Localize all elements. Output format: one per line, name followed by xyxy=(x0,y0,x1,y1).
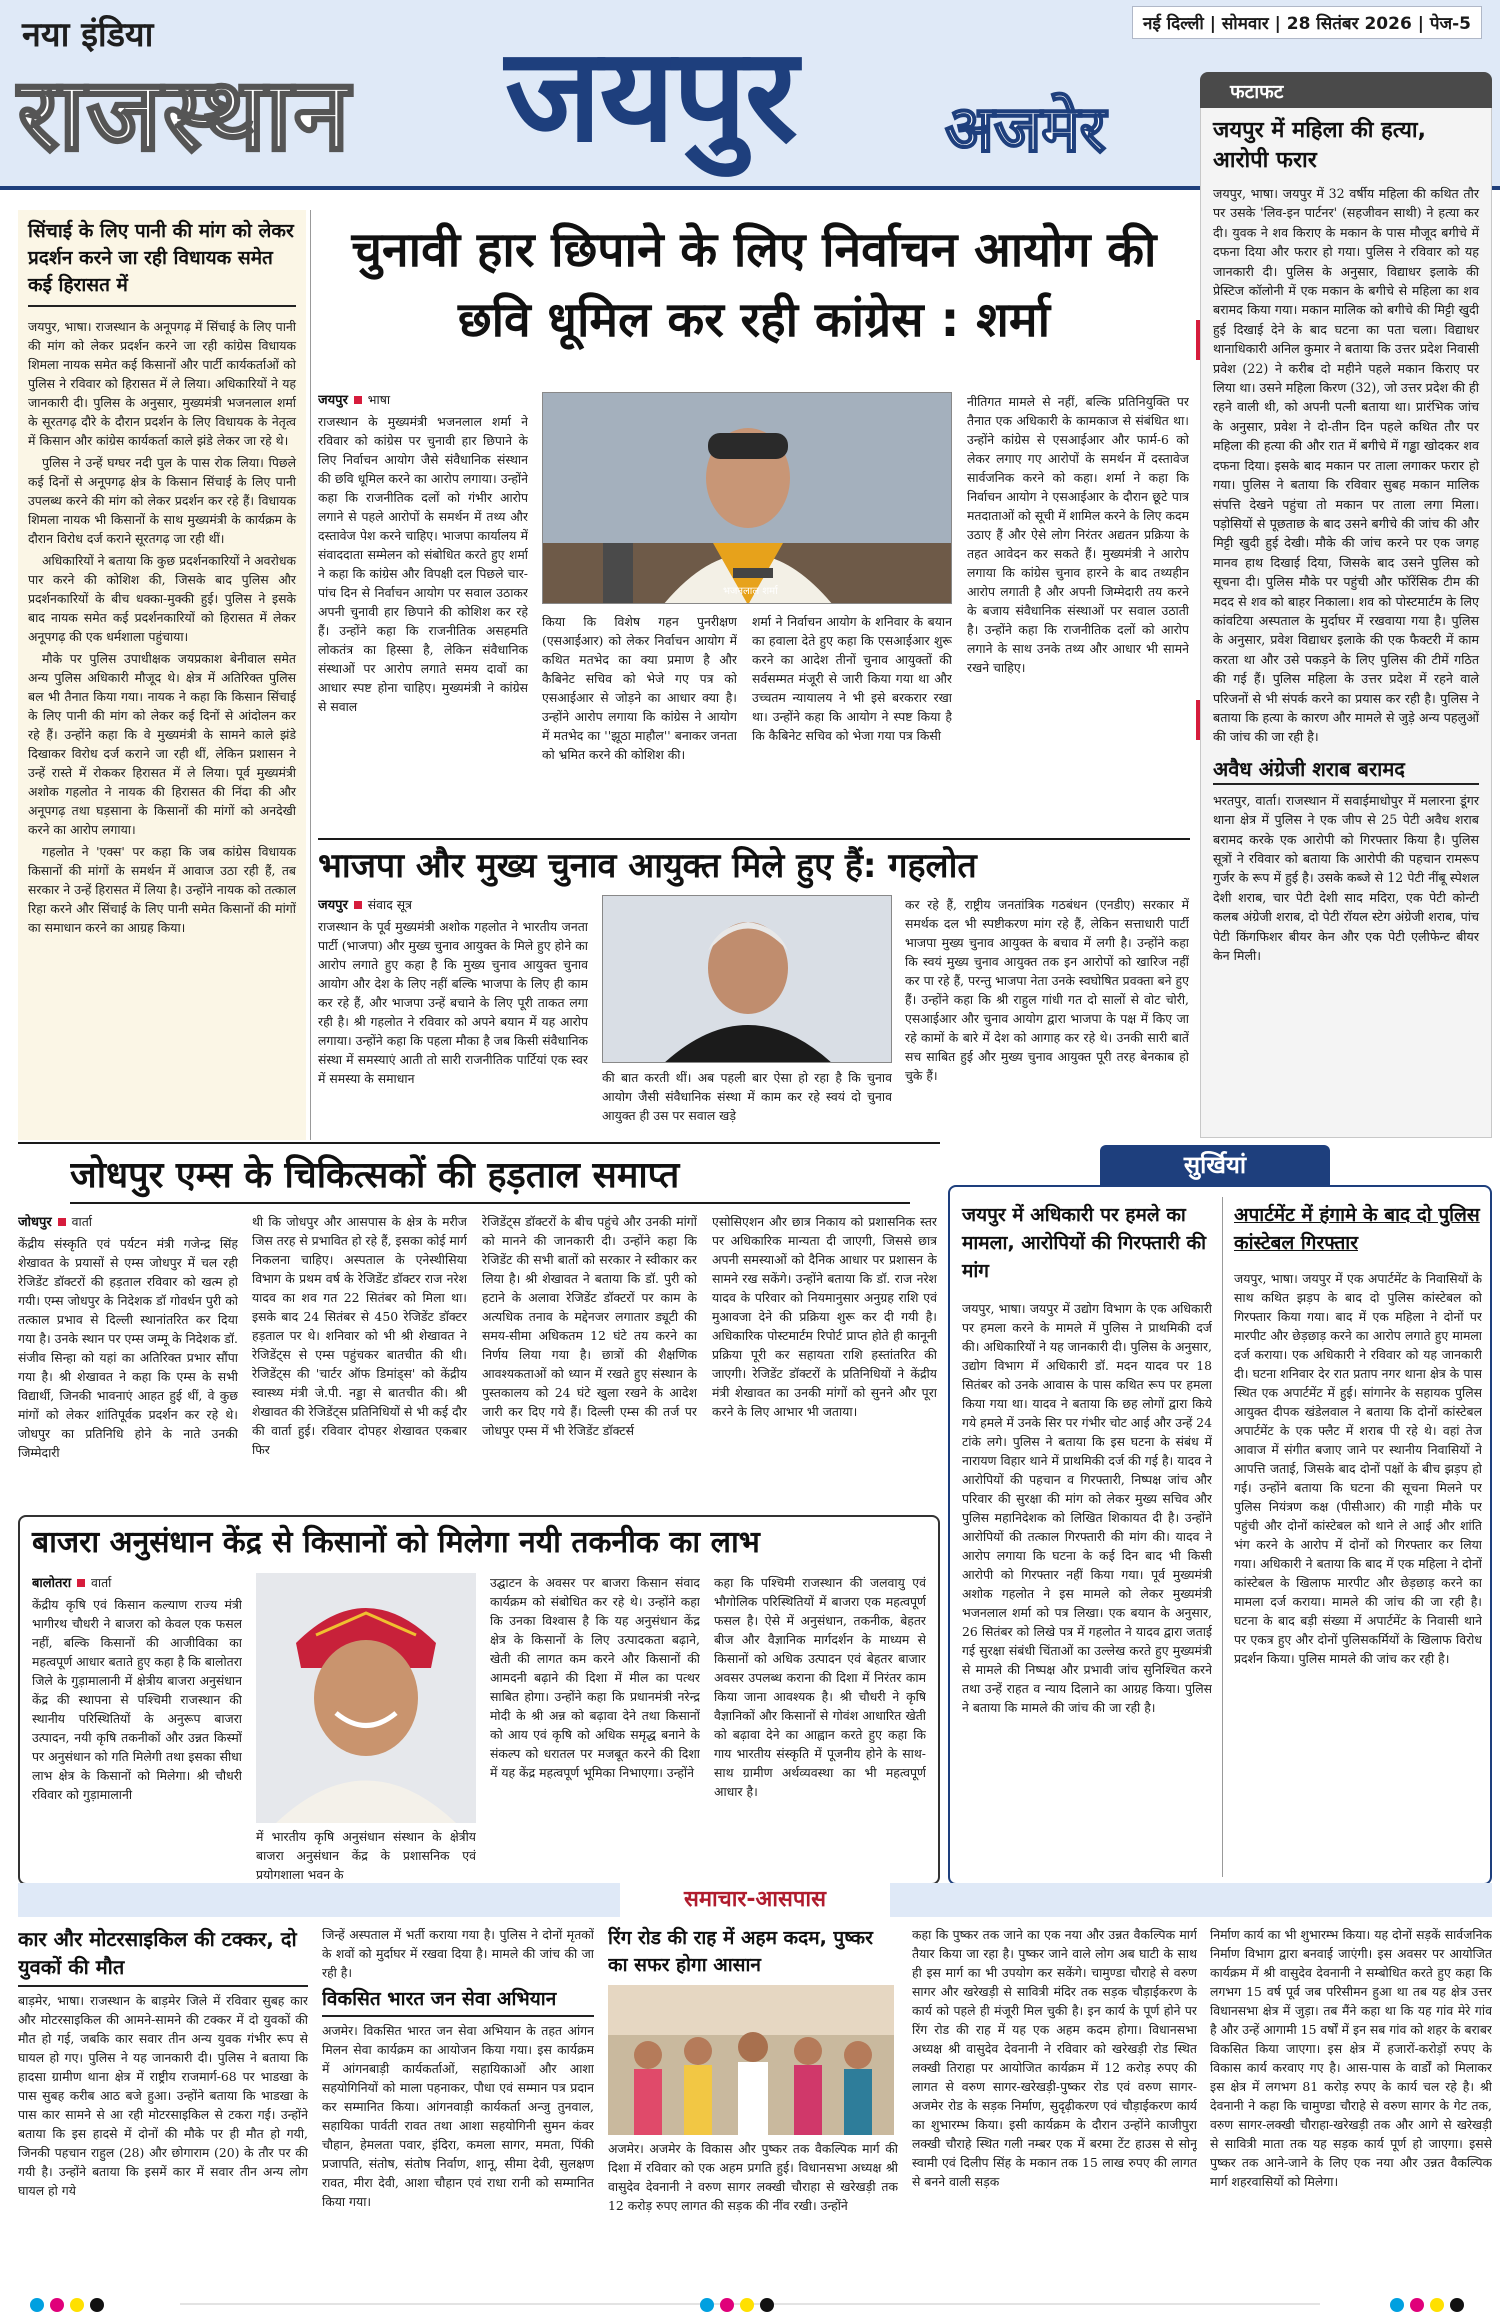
section-divider xyxy=(318,838,1190,840)
surkhiyan-tab: सुर्खियां xyxy=(1100,1145,1330,1185)
registration-dot xyxy=(70,2298,84,2312)
dateline-marker xyxy=(354,901,362,909)
paragraph: गहलोत ने 'एक्स' पर कहा कि जब कांग्रेस विधायक किसानों की मांगों के समर्थन में आवाज उठा रही हैं, तब सरकार ने उन्हें हिरासत में लिया है। उन्होंने नायक को तत्काल रिहा करने और सिंचाई के लिए पानी समेत किसानों की मांगों का समाधान करने का आग्रह किया। xyxy=(28,844,296,935)
bajra-col-2-text: में भारतीय कृषि अनुसंधान संस्थान के क्षेत्रीय बाजरा अनुसंधान केंद्र के प्रशासनिक एवं प्रयोगशाला भवन के xyxy=(256,1829,476,1882)
section-divider xyxy=(18,1142,940,1144)
portrait-illustration xyxy=(603,896,892,1063)
dateline-marker xyxy=(58,1218,66,1226)
dateline: नई दिल्ली | सोमवार | 28 सितंबर 2026 | पेज-5 xyxy=(1132,6,1482,39)
lead-col-2 xyxy=(542,612,737,830)
column-rule xyxy=(310,210,311,1140)
aiims-col-3-text: रेजिडेंट्स डॉक्टरों के बीच पहुंचे और उनकी मांगों को मानने की जानकारी दी। उन्होंने कहा कि रेजिडेंट की सभी बातों को सरकार ने स्वीकार कर लिया है। श्री शेखावत ने बताया कि डॉ. पुरी को हटाने के अलावा रेजिडेंट डॉक्टरों पर काम के अत्यधिक तनाव के मद्देनजर लगातार ड्यूटी की समय-सीमा अधिकतम 12 घंटे तय करने का निर्णय लिया गया है। छात्रों की शैक्षणिक आवश्यकताओं को ध्यान में रखते हुए संस्थान के पुस्तकालय को 24 घंटे खुला रखने के आदेश जारी कर दिए गये हैं। दिल्ली एम्स की तर्ज पर जोधपुर एम्स में भी रेजिडेंट डॉक्टर्स xyxy=(482,1214,697,1438)
registration-dot xyxy=(30,2298,44,2312)
dateline-city: जयपुर xyxy=(318,393,348,408)
bajra-col-2 xyxy=(256,1827,476,1883)
aiims-col-2-text: थी कि जोधपुर और आसपास के क्षेत्र के मरीज जिस तरह से प्रभावित हो रहे हैं, इसका कोई मार्ग निकलना चाहिए। अस्पताल के एनेस्थीसिया विभाग के प्रथम वर्ष के रेजिडेंट डॉक्टर राज नरेश यादव का शव गत 22 सितंबर को मिला था। इसके बाद 24 सितंबर से 450 रेजिडेंट डॉक्टर हड़ताल पर थे। शनिवार को भी श्री शेखावत ने रेजिडेंट्स से एम्स पहुंचकर बातचीत की थी। रेजिडेंट्स की 'चार्टर ऑफ डिमांड्स' को केंद्रीय स्वास्थ्य मंत्री जे.पी. नड्डा से बातचीत की। श्री शेखावत की रेजिडेंट्स प्रतिनिधियों से भी कई दौर की वार्ता हुई। रविवार दोपहर शेखावत एकबार फिर xyxy=(252,1214,467,1457)
publication-brand: नया इंडिया xyxy=(22,15,154,55)
fatafat-headline-1: जयपुर में महिला की हत्या, आरोपी फरार xyxy=(1213,118,1426,173)
registration-dot xyxy=(50,2298,64,2312)
bajra-headline: बाजरा अनुसंधान केंद्र से किसानों को मिलेगा नयी तकनीक का लाभ xyxy=(32,1525,760,1560)
samachar-body-3: अजमेर। अजमेर के विकास और पुष्कर तक वैकल्पिक मार्ग की दिशा में रविवार को एक अहम प्रगति हुई। विधानसभा अध्यक्ष श्री वासुदेव देवनानी ने वरुण सागर लक्खी चौराहा से खरेखड़ी तक 12 करोड़ रुपए लागत की सड़क की नींव रखी। उन्होंने xyxy=(608,2141,898,2213)
gehlot-headline: भाजपा और मुख्य चुनाव आयुक्त मिले हुए हैं: गहलोत xyxy=(318,846,977,886)
surkhiyan-box xyxy=(948,1185,1492,1885)
samachar-headline-2: विकसित भारत जन सेवा अभियान xyxy=(322,1986,594,2017)
registration-dot xyxy=(90,2298,104,2312)
gehlot-col-1 xyxy=(318,895,588,1135)
bajra-story xyxy=(18,1515,940,1885)
paragraph: मौके पर पुलिस उपाधीक्षक जयप्रकाश बेनीवाल समेत अन्य पुलिस अधिकारी मौजूद थे। क्षेत्र में अतिरिक्त पुलिस बल भी तैनात किया गया। नायक ने कहा कि किसान सिंचाई के लिए पानी की मांग को लेकर कई दिनों से आंदोलन कर रहे हैं। उन्होंने कहा कि वे मुख्यमंत्री के सामने काले झंडे दिखाकर विरोध दर्ज कराने जा रही थीं, लेकिन प्रशासन ने उन्हें रास्ते में रोककर हिरासत में ले लिया। पूर्व मुख्यमंत्री अशोक गहलोत ने नायक की हिरासत की निंदा की और अनूपगढ़ तथा घड़साना के किसानों की मांगों को अनदेखी करने का आरोप लगाया। xyxy=(28,651,296,837)
dateline-marker xyxy=(77,1579,85,1587)
samachar-col-5 xyxy=(1210,1925,1492,2285)
surkhiyan-body-1: जयपुर, भाषा। जयपुर में उद्योग विभाग के एक अधिकारी पर हमला करने के मामले में पुलिस ने प्राथमिकी दर्ज की। अधिकारियों ने यह जानकारी दी। पुलिस के अनुसार, उद्योग विभाग में अधिकारी डॉ. मदन यादव पर 18 सितंबर को उनके आवास के पास कथित रूप पर हमला किया गया था। यादव ने बताया कि छह लोगों द्वारा किये गये हमले में उनके सिर पर गंभीर चोट आई और उन्हें 24 टांके लगे। पुलिस ने बताया कि इस घटना के संबंध में नारायण विहार थाने में प्राथमिकी दर्ज की गई है। यादव ने आरोपियों की पहचान व गिरफ्तारी, निष्पक्ष जांच और परिवार की सुरक्षा की मांग को लेकर मुख्य सचिव और पुलिस महानिदेशक को लिखित शिकायत दी है। उन्होंने आरोपियों की तत्काल गिरफ्तारी की मांग की। यादव ने आरोप लगाया कि घटना के कई दिन बाद भी किसी आरोपी को गिरफ्तार नहीं किया गया। पूर्व मुख्यमंत्री अशोक गहलोत ने इस मामले को लेकर मुख्यमंत्री भजनलाल शर्मा को पत्र लिखा। एक बयान के अनुसार, 26 सितंबर को लिखे पत्र में गहलोत ने यादव द्वारा जताई गई सुरक्षा संबंधी चिंताओं का उल्लेख करते हुए मुख्यमंत्री से मामले की निष्पक्ष और प्रभावी जांच सुनिश्चित करने तथा उन्हें राहत व न्याय दिलाने का आग्रह किया। पुलिस ने बताया कि मामले की जांच की जा रही है। xyxy=(962,1301,1212,1715)
bajra-col-1-text: केंद्रीय कृषि एवं किसान कल्याण राज्य मंत्री भागीरथ चौधरी ने बाजरा को केवल एक फसल नहीं, बल्कि किसानों की आजीविका का महत्वपूर्ण आधार बताते हुए कहा है कि बालोतरा जिले के गुड़ामालानी में क्षेत्रीय बाजरा अनुसंधान केंद्र की स्थापना से पश्चिमी राजस्थान की स्थानीय परिस्थितियों के अनुरूप बाजरा उत्पादन, नयी कृषि तकनीकों और उन्नत किस्मों पर अनुसंधान को गति मिलेगी तथा इसका सीधा लाभ क्षेत्र के किसानों को मिलेगा। श्री चौधरी रविवार को गुड़ामालानी xyxy=(32,1597,242,1802)
accent-mark xyxy=(1196,320,1200,360)
dateline-agency: भाषा xyxy=(367,392,391,407)
bajra-photo xyxy=(256,1573,476,1823)
lead-photo xyxy=(542,392,952,604)
samachar-headline-1: कार और मोटरसाइकिल की टक्कर, दो युवकों की मौत xyxy=(18,1925,308,1987)
samachar-col-3 xyxy=(608,1925,898,2285)
ring-road-photo xyxy=(608,1985,894,2135)
gehlot-col-2 xyxy=(602,1068,892,1134)
aiims-col-1 xyxy=(18,1212,238,1510)
samachar-col-4 xyxy=(912,1925,1197,2285)
dateline-agency: संवाद सूत्र xyxy=(367,897,413,912)
lead-col-3-text: शर्मा ने निर्वाचन आयोग के शनिवार के बयान का हवाला देते हुए कहा कि एसआईआर शुरू करने का आदेश तीनों चुनाव आयुक्तों की सर्वसम्मत मंजूरी से जारी किया गया था और उच्चतम न्यायालय ने भी इसे बरकरार रखा था। उन्होंने कहा कि आयोग ने स्पष्ट किया है कि कैबिनेट सचिव को भेजा गया पत्र किसी xyxy=(752,614,952,743)
fatafat-body-2: भरतपुर, वार्ता। राजस्थान में सवाईमाधोपुर में मलारना डूंगर थाना क्षेत्र में पुलिस ने एक जीप से 25 पेटी अवैध शराब बरामद करके एक आरोपी को गिरफ्तार किया है। पुलिस सूत्रों ने रविवार को बताया कि आरोपी की पहचान रामरूप गुर्जर के रूप में हुई है। उसके कब्जे से 12 पेटी नींबू स्पेशल देशी शराब, चार पेटी देशी साद मदिरा, एक पेटी कोन्टी कलब अंग्रेजी शराब, दो पेटी रॉयल स्टेग अंग्रेजी शराब, पांच पेटी किंगफिशर बीयर केन और एक पेटी एलीफेन्ट बीयर केन मिली। xyxy=(1213,792,1479,964)
paragraph: पुलिस ने उन्हें घग्घर नदी पुल के पास रोक लिया। पिछले कई दिनों से अनूपगढ़ क्षेत्र के किसान सिंचाई के लिए पानी उपलब्ध करने की मांग को लेकर प्रदर्शन कर रहे हैं। विधायक शिमला नायक भी किसानों के साथ मुख्यमंत्री के कार्यक्रम के दौरान विरोध दर्ज कराने सूरतगढ़ जा रही थीं। xyxy=(28,455,296,546)
section-state-title: राजस्थान xyxy=(18,56,352,173)
gehlot-col-2-text: की बात करती थीं। अब पहली बार ऐसा हो रहा है कि चुनाव आयोग जैसी संवैधानिक संस्था में काम कर रहे स्वयं दो चुनाव आयुक्त ही उस पर सवाल खड़े xyxy=(602,1070,892,1123)
bajra-col-3-text: उद्घाटन के अवसर पर बाजरा किसान संवाद कार्यक्रम को संबोधित कर रहे थे। उन्होंने कहा कि उनका विश्वास है कि यह अनुसंधान केंद्र क्षेत्र के किसानों के लिए उत्पादकता बढ़ाने, खेती की लागत कम करने और किसानों की आमदनी बढ़ाने की दिशा में मील का पत्थर साबित होगा। उन्होंने कहा कि प्रधानमंत्री नरेन्द्र मोदी के श्री अन्न को बढ़ावा देने तथा किसानों को आय एवं कृषि को अधिक समृद्ध बनाने के संकल्प को धरातल पर मजबूत करने की दिशा में यह केंद्र महत्वपूर्ण भूमिका निभाएगा। उन्होंने xyxy=(490,1575,700,1780)
fatafat-headline-2: अवैध अंग्रेजी शराब बरामद xyxy=(1213,755,1479,785)
lead-col-3 xyxy=(752,612,952,830)
registration-dot xyxy=(700,2298,714,2312)
surkhiyan-body-2: जयपुर, भाषा। जयपुर में एक अपार्टमेंट के निवासियों के साथ कथित झड़प के बाद दो पुलिस कांस्टेबल को गिरफ्तार किया गया। बाद में एक महिला ने दोनों पर मारपीट और छेड़छाड़ करने का आरोप लगाते हुए मामला दर्ज कराया। एक अधिकारी ने रविवार को यह जानकारी दी। घटना शनिवार देर रात प्रताप नगर थाना क्षेत्र के पास स्थित एक अपार्टमेंट में हुई। सांगानेर के सहायक पुलिस आयुक्त दीपक खंडेलवाल ने बताया कि दोनों कांस्टेबल अपार्टमेंट के एक फ्लैट में शराब पी रहे थे। वहां तेज आवाज में संगीत बजाए जाने पर स्थानीय निवासियों ने आपत्ति जताई, जिसके बाद दोनों पक्षों के बीच झड़प हो गई। उन्होंने बताया कि घटना की सूचना मिलने पर पुलिस नियंत्रण कक्ष (पीसीआर) की गाड़ी मौके पर पहुंची और दोनों कांस्टेबल को थाने ले आई और शांति भंग करने के आरोप में दोनों को गिरफ्तार कर लिया गया। अधिकारी ने बताया कि बाद में एक महिला ने दोनों कांस्टेबल के खिलाफ मारपीट और छेड़छाड़ करने का मामला दर्ज कराया। मामले की जांच की जा रही है। घटना के बाद बड़ी संख्या में अपार्टमेंट के निवासी थाने पर एकत्र हुए और दोनों पुलिसकर्मियों के खिलाफ विरोध प्रदर्शन किया। पुलिस मामले की जांच कर रही है। xyxy=(1234,1271,1482,1666)
samachar-body-1: बाड़मेर, भाषा। राजस्थान के बाड़मेर जिले में रविवार सुबह कार और मोटरसाइकिल की आमने-सामने की टक्कर में दो युवकों की मौत हो गई, जबकि कार सवार तीन अन्य युवक गंभीर रूप से घायल हो गए। पुलिस ने यह जानकारी दी। पुलिस ने बताया कि हादसा ग्रामीण थाना क्षेत्र में राष्ट्रीय राजमार्ग-68 पर भाडखा के पास सुबह करीब आठ बजे हुआ। उन्होंने बताया कि भाडखा के पास कार सामने से आ रही मोटरसाइकिल से टकरा गई। उन्होंने बताया कि इस हादसे में दोनों की मौके पर ही मौत हो गयी, जिनकी पहचान राहुल (28) और छोगाराम (20) के तौर पर की गयी है। उन्होंने बताया कि इसमें कार में सवार तीन अन्य लोग घायल हो गये xyxy=(18,1993,308,2198)
aiims-col-4-text: एसोसिएशन और छात्र निकाय को प्रशासनिक स्तर पर अधिकारिक मान्यता दी जाएगी, जिससे छात्र अपनी समस्याओं को दैनिक आधार पर प्रशासन के सामने रख सकेंगे। उन्होंने बताया कि डॉ. राज नरेश यादव के परिवार को नियमानुसार अनुग्रह राशि एवं मुआवजा देने की प्रक्रिया शुरू कर दी गयी है। अधिकारिक पोस्टमार्टम रिपोर्ट प्राप्त होते ही कानूनी प्रक्रिया पूरी कर सहायता राशि हस्तांतरित की जाएगी। रेजिडेंट डॉक्टरों के प्रतिनिधियों ने केंद्रीय मंत्री शेखावत का उनकी मांगों को सुनने और पूरा करने के लिए आभार भी जताया। xyxy=(712,1214,937,1419)
lead-col-1 xyxy=(318,390,528,830)
dateline-city: जयपुर xyxy=(318,898,348,913)
bajra-col-4 xyxy=(714,1573,926,1881)
dateline-city: बालोतरा xyxy=(32,1576,72,1591)
samachar-headline-3: रिंग रोड की राह में अहम कदम, पुष्कर का सफर होगा आसान xyxy=(608,1927,873,1976)
aiims-col-2 xyxy=(252,1212,467,1510)
bajra-col-4-text: कहा कि पश्चिमी राजस्थान की जलवायु एवं भौगोलिक परिस्थितियों में बाजरा एक महत्वपूर्ण फसल है। ऐसे में अनुसंधान, तकनीक, बेहतर बीज और वैज्ञानिक मार्गदर्शन के माध्यम से किसानों को अधिक उत्पादन एवं बेहतर बाजार अवसर उपलब्ध कराना की दिशा में निरंतर काम किया जाना आवश्यक है। श्री चौधरी ने कृषि वैज्ञानिकों और किसानों से गोवंश आधारित खेती को बढ़ावा देने का आह्वान करते हुए कहा कि गाय भारतीय संस्कृति में पूजनीय होने के साथ-साथ ग्रामीण अर्थव्यवस्था का भी महत्वपूर्ण आधार है। xyxy=(714,1575,926,1799)
registration-dot xyxy=(1390,2298,1404,2312)
aiims-col-3 xyxy=(482,1212,697,1510)
samachar-lead-2: जिन्हें अस्पताल में भर्ती कराया गया है। पुलिस ने दोनों मृतकों के शवों को मुर्दाघर में रखवा दिया है। मामले की जांच की जा रही है। xyxy=(322,1927,594,1980)
dateline-agency: वार्ता xyxy=(71,1214,92,1229)
bajra-col-3 xyxy=(490,1573,700,1881)
samachar-tab: समाचार-आसपास xyxy=(620,1883,890,1917)
registration-dot xyxy=(740,2298,754,2312)
event-illustration xyxy=(608,1985,894,2135)
lead-col-1-text: राजस्थान के मुख्यमंत्री भजनलाल शर्मा ने रविवार को कांग्रेस पर चुनावी हार छिपाने के लिए निर्वाचन आयोग जैसे संवैधानिक संस्थान की छवि धूमिल करने का आरोप लगाया। उन्होंने कहा कि राजनीतिक दलों को गंभीर आरोप लगाने से पहले आरोपों के समर्थन में तथ्य और दस्तावेज पेश करने चाहिए। भाजपा कार्यालय में संवाददाता सम्मेलन को संबोधित करते हुए शर्मा ने कहा कि कांग्रेस और विपक्षी दल पिछले चार-पांच दिन से निर्वाचन आयोग पर सवाल उठाकर अपनी चुनावी हार छिपाने की कोशिश कर रहे हैं। उन्होंने कहा कि राजनीतिक असहमति लोकतंत्र का हिस्सा है, लेकिन संवैधानिक संस्थाओं पर आरोप लगाते समय दावों का आधार स्पष्ट होना चाहिए। मुख्यमंत्री ने कांग्रेस से सवाल xyxy=(318,414,528,714)
portrait-illustration xyxy=(256,1573,476,1823)
dateline-agency: वार्ता xyxy=(90,1575,112,1590)
section-city-title: जयपुर xyxy=(505,19,796,171)
gehlot-col-3-text: कर रहे हैं, राष्ट्रीय जनतांत्रिक गठबंधन (एनडीए) सरकार में समर्थक दल भी स्पष्टीकरण मांग रहे हैं, लेकिन सत्ताधारी पार्टी भाजपा मुख्य चुनाव आयुक्त के बचाव में लगी है। उन्होंने कहा कि स्वयं मुख्य चुनाव आयुक्त तक इन आरोपों को खारिज नहीं कर पा रहे हैं, परन्तु भाजपा नेता उनके स्वघोषित प्रवक्ता बने हुए हैं। उन्होंने कहा कि श्री राहुल गांधी गत दो सालों से वोट चोरी, एसआईआर और चुनाव आयोग द्वारा भाजपा के पक्ष में किए जा रहे कामों के बारे में देश को आगाह कर रहे थे। उनकी सारी बातें सच साबित हुई और मुख्य चुनाव आयुक्त पूरी तरह बेनकाब हो चुके हैं। xyxy=(905,897,1189,1083)
gehlot-col-1-text: राजस्थान के पूर्व मुख्यमंत्री अशोक गहलोत ने भारतीय जनता पार्टी (भाजपा) और मुख्य चुनाव आयुक्त के मिले हुए होने का आरोप लगाते हुए कहा है कि मुख्य चुनाव आयुक्त चुनाव आयोग और देश के लिए नहीं बल्कि भाजपा के लिए ही काम कर रहे हैं, और भाजपा उन्हें बचाने के लिए पूरी ताकत लगा रही है। श्री गहलोत ने रविवार को अपने बयान में यह आरोप लगाया। उन्होंने कहा कि पहला मौका है जब किसी संवैधानिक संस्था में समस्याएं आती तो सारी राजनीतिक पार्टियां एक स्वर में समस्या के समाधान xyxy=(318,919,588,1086)
lead-col-4-text: नीतिगत मामले से नहीं, बल्कि प्रतिनियुक्ति पर तैनात एक अधिकारी के कामकाज से संबंधित था। उन्होंने कांग्रेस से एसआईआर और फार्म-6 को लेकर लगाए गए आरोपों के समर्थन में दस्तावेज सार्वजनिक करने को कहा। शर्मा ने कहा कि निर्वाचन आयोग ने एसआईआर के दौरान छूटे पात्र मतदाताओं को सूची में शामिल करने के लिए कदम उठाए हैं और ऐसे लोग निरंतर अद्यतन प्रक्रिया के तहत आवेदन कर सकते हैं। मुख्यमंत्री ने आरोप लगाया कि कांग्रेस चुनाव हारने के बाद तथ्यहीन आरोप लगाती है और अपनी जिम्मेदारी तय करने के बजाय संवैधानिक संस्थाओं पर सवाल उठाती है। उन्होंने कहा कि राजनीतिक दलों को आरोप लगाने के साथ उनके तथ्य और आधार भी सामने रखने चाहिए। xyxy=(967,394,1189,675)
left-story-headline: सिंचाई के लिए पानी की मांग को लेकर प्रदर्शन करने जा रही विधायक समेत कई हिरासत में xyxy=(28,218,296,307)
dateline-city: जोधपुर xyxy=(18,1215,52,1230)
aiims-headline: जोधपुर एम्स के चिकित्सकों की हड़ताल समाप्त xyxy=(70,1152,910,1204)
registration-dot xyxy=(760,2298,774,2312)
paragraph: अधिकारियों ने बताया कि कुछ प्रदर्शनकारियों ने अवरोधक पार करने की कोशिश की, जिसके बाद पुलिस और प्रदर्शनकारियों के बीच धक्का-मुक्की हुई। पुलिस ने इसके बाद नायक समेत कई प्रदर्शनकारियों को हिरासत में लेकर अनूपगढ़ की एक धर्मशाला पहुंचाया। xyxy=(28,553,296,644)
column-rule xyxy=(1222,1197,1223,1877)
accent-mark xyxy=(1196,700,1200,740)
left-story-body xyxy=(28,317,296,937)
left-story xyxy=(18,210,306,1140)
lead-photo-caption: भजनलाल शर्मा xyxy=(723,586,778,597)
samachar-body-4: कहा कि पुष्कर तक जाने का एक नया और उन्नत वैकल्पिक मार्ग तैयार किया जा रहा है। पुष्कर जाने वाले लोग अब घाटी के साथ ही इस मार्ग का भी उपयोग कर सकेंगे। चामुण्डा चौराहे से वरुण सागर और खरेखड़ी से सावित्री मंदिर तक सड़क चौड़ाईकरण के कार्य को पहले ही मंजूरी मिल चुकी है। इन कार्य के पूर्ण होने पर रिंग रोड की राह में यह एक अहम कदम होगा। विधानसभा अध्यक्ष श्री वासुदेव देवनानी ने रविवार को खरेखड़ी रोड स्थित लक्खी तिराहा पर आयोजित कार्यक्रम में 12 करोड़ रुपए की लागत से वरुण सागर-खरेखड़ी-पुष्कर रोड एवं वरुण सागर-अजमेर रोड के सड़क निर्माण, सुदृढ़ीकरण एवं चौड़ाईकरण कार्य का शुभारम्भ किया। इसी कार्यक्रम के दौरान उन्होंने काजीपुरा लक्खी चौराहे स्थित गली नम्बर एक में बरमा टेंट हाउस से सोनू स्वामी एवं दिलीप सिंह के मकान तक 15 लाख रुपए की लागत से बनने वाली सड़क xyxy=(912,1927,1197,2189)
surkhiyan-headline-1: जयपुर में अधिकारी पर हमले का मामला, आरोपियों की गिरफ्तारी की मांग xyxy=(962,1204,1206,1282)
registration-dot xyxy=(1410,2298,1424,2312)
aiims-col-1-text: केंद्रीय संस्कृति एवं पर्यटन मंत्री गजेन्द्र सिंह शेखावत के प्रयासों से एम्स जोधपुर में चल रही रेजिडेंट डॉक्टरों की हड़ताल रविवार को खत्म हो गयी। एम्स जोधपुर के निदेशक डॉ गोवर्धन पुरी को तत्काल प्रभाव से दिल्ली स्थानांतरित कर दिया गया है। उनके स्थान पर एम्स जम्मू के निदेशक डॉ. संजीव सिन्हा को यहां का अतिरिक्त प्रभार सौंपा गया है। श्री शेखावत ने कहा कि एम्स के सभी विद्यार्थी, जिनकी भावनाएं आहत हुई थीं, वे कुछ मांगों को लेकर शांतिपूर्वक प्रदर्शन कर रहे थे। जोधपुर का प्रतिनिधि होने के नाते उनकी जिम्मेदारी xyxy=(18,1236,238,1460)
section-subcity-title: अजमेर xyxy=(945,93,1106,167)
registration-dot xyxy=(720,2298,734,2312)
fatafat-body-1: जयपुर, भाषा। जयपुर में 32 वर्षीय महिला की कथित तौर पर उसके 'लिव-इन पार्टनर' (सहजीवन साथी) ने हत्या कर दी। युवक ने शव किराए के मकान के पास मौजूद बगीचे में दफना दिया और फरार हो गया। पुलिस ने रविवार को यह जानकारी दी। पुलिस के अनुसार, विद्याधर इलाके की प्रेस्टिज कॉलोनी में एक मकान के बगीचे से महिला का शव बरामद किया गया। मकान मालिक को बगीचे की मिट्टी खुदी हुई दिखाई देने के बाद घटना का पता चला। विद्याधर थानाधिकारी अनिल कुमार ने बताया कि उत्तर प्रदेश निवासी प्रवेश (22) ने करीब दो महीने पहले मकान किराए पर लिया था। उसने महिला किरण (32), जो उत्तर प्रदेश की ही रहने वाली थी, को अपनी पत्नी बताया था। प्रारंभिक जांच के अनुसार, प्रवेश ने दो-तीन दिन पहले कथित तौर पर महिला की हत्या की और रात में बगीचे में गड्ढा खोदकर शव दफना दिया। इसके बाद मकान पर ताला लगाकर फरार हो गया। पुलिस ने बताया कि रविवार सुबह मकान मालिक संपत्ति देखने पहुंचा तो मकान पर ताला लगा मिला। पड़ोसियों से पूछताछ के बाद उसने बगीचे की जांच की और मिट्टी खुदी हुई देखी। मौके की जांच करने पर एक जगह मानव हाथ दिखाई दिया, जिसके बाद उसने पुलिस को सूचना दी। पुलिस मौके पर पहुंची और फॉरेंसिक टीम की मदद से शव को बाहर निकाला। शव को पोस्टमार्टम के लिए कांवटिया अस्पताल के मुर्दाघर में रखवाया गया है। पुलिस के अनुसार, प्रवेश विद्याधर इलाके की एक फैक्टरी में काम करता था और उसे पकड़ने के लिए पुलिस की टीमें गठित की गई हैं। पुलिस महिला के उत्तर प्रदेश में रहने वाले परिजनों से भी संपर्क करने का प्रयास कर रही है। पुलिस ने बताया कि हत्या के कारण और मामले से जुड़े अन्य पहलुओं की जांच की जा रही है। xyxy=(1213,186,1479,745)
samachar-col-1 xyxy=(18,1925,308,2285)
lead-col-2-text: किया कि विशेष गहन पुनरीक्षण (एसआईआर) को लेकर निर्वाचन आयोग में कथित मतभेद का क्या प्रमाण है और कैबिनेट सचिव को भेजे गए पत्र को एसआईआर से जोड़ने का आधार क्या है। उन्होंने आरोप लगाया कि कांग्रेस ने आयोग में मतभेद का ''झूठा माहौल'' बनाकर जनता को भ्रमित करने की कोशिश की। xyxy=(542,614,737,762)
registration-dot xyxy=(1430,2298,1444,2312)
surkhiyan-headline-2: अपार्टमेंट में हंगामे के बाद दो पुलिस कांस्टेबल गिरफ्तार xyxy=(1234,1204,1480,1254)
dateline-marker xyxy=(354,396,362,404)
portrait-illustration xyxy=(543,393,952,604)
fatafat-sidebar xyxy=(1200,108,1492,1138)
fatafat-tab: फटाफट xyxy=(1200,72,1492,108)
paragraph: जयपुर, भाषा। राजस्थान के अनूपगढ़ में सिंचाई के लिए पानी की मांग को लेकर प्रदर्शन करने जा रही कांग्रेस विधायक शिमला नायक समेत कई किसानों और पार्टी कार्यकर्ताओं को पुलिस ने रविवार को हिरासत में ले लिया। अधिकारियों ने यह जानकारी दी। पुलिस के अनुसार, मुख्यमंत्री भजनलाल शर्मा के सूरतगढ़ दौरे के दौरान प्रदर्शन के लिए विधायक के नेतृत्व में किसान और कांग्रेस कार्यकर्ता काले झंडे लेकर जा रहे थे। xyxy=(28,319,296,448)
samachar-body-2: अजमेर। विकसित भारत जन सेवा अभियान के तहत आंगन मिलन सेवा कार्यक्रम का आयोजन किया गया। इस कार्यक्रम में आंगनबाड़ी कार्यकर्ताओं, सहायिकाओं और आशा सहयोगिनियों को माला पहनाकर, पौधा एवं सम्मान पत्र प्रदान कर सम्मानित किया। आंगनवाड़ी कार्यकर्ता अन्जु तुनवाल, सहायिका पार्वती रावत तथा आशा सहयोगिनी सुमन कंवर चौहान, हेमलता पवार, इंदिरा, कमला सागर, ममता, पिंकी प्रजापति, संतोष, संतोष निर्वाण, शानू, सीमा देवी, सुलक्षण रावत, मीरा देवी, आशा चौहान एवं राधा रानी को सम्मानित किया गया। xyxy=(322,2023,594,2209)
samachar-body-5: निर्माण कार्य का भी शुभारम्भ किया। यह दोनों सड़कें सार्वजनिक निर्माण विभाग द्वारा बनवाई जाएंगी। इस अवसर पर आयोजित कार्यक्रम में श्री वासुदेव देवनानी ने सम्बोधित करते हुए कहा कि लगभग 15 वर्ष पूर्व जब परिसीमन हुआ था तब यह क्षेत्र उत्तर विधानसभा क्षेत्र में जुड़ा। तब मैंने कहा था कि यह गांव मेरे गांव है और उन्हें आगामी 15 वर्षों में इन सब गांव को शहर के बराबर विकसित किया जाएगा। इस क्षेत्र में हजारों-करोड़ों रुपए के विकास कार्य करवाए गए है। आस-पास के वार्डों को मिलाकर इस क्षेत्र में लगभग 81 करोड़ रुपए के कार्य चल रहे है। श्री देवनानी ने कहा कि चामुण्डा चौराहे से वरुण सागर के गेट तक, वरुण सागर-लक्खी चौराहा-खरेखड़ी तक और आगे से खरेखड़ी से सावित्री माता तक यह सड़क कार्य पूर्ण हो जाएगा। इससे पुष्कर तक आने-जाने के लिए एक नया और उन्नत वैकल्पिक मार्ग शहरवासियों को मिलेगा। xyxy=(1210,1927,1492,2189)
aiims-col-4 xyxy=(712,1212,937,1510)
bajra-col-1 xyxy=(32,1573,242,1881)
lead-col-4 xyxy=(967,392,1189,830)
registration-dot xyxy=(1450,2298,1464,2312)
gehlot-col-3 xyxy=(905,895,1189,1135)
samachar-col-2 xyxy=(322,1925,594,2285)
lead-headline: चुनावी हार छिपाने के लिए निर्वाचन आयोग की छवि धूमिल कर रही कांग्रेस : शर्मा xyxy=(351,222,1157,348)
gehlot-photo xyxy=(602,895,892,1063)
